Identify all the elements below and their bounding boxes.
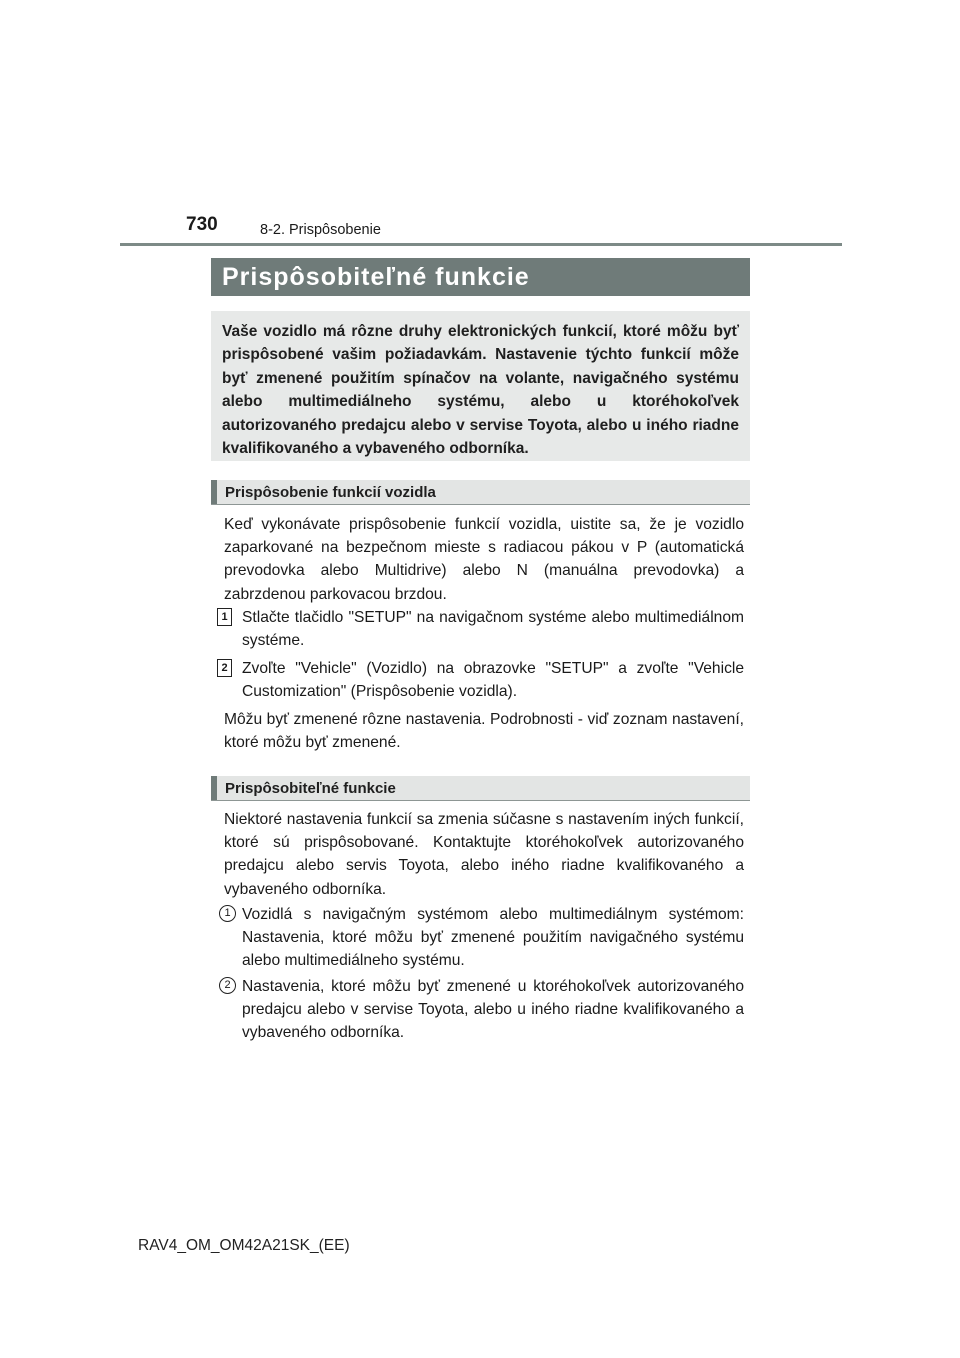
step-1 [221,606,744,652]
intro-box [211,311,750,461]
list-item-1 [224,903,744,973]
step-text: Zvoľte "Vehicle" (Vozidlo) na obrazovke "SETUP" a zvoľte "Vehicle Customization" (Prispôsobenie vozidla). [242,660,744,701]
section-heading-underline [211,800,750,801]
section1-note: Môžu byť zmenené rôzne nastavenia. Podrobnosti - viď zoznam nastavení, ktoré môžu byť zmenené. [224,711,744,752]
section2-paragraph: Niektoré nastavenia funkcií sa zmenia súčasne s nastavením iných funkcií, ktoré sú prispôsobované. Kontaktujte ktoréhokoľvek autorizovaného predajcu alebo servis Toyota, alebo iného riadne kvalifikovaného a vybaveného odborníka. [224,811,744,898]
list-item-text: Vozidlá s navigačným systémom alebo multimediálnym systémom: Nastavenia, ktoré môžu byť zmenené použitím navigačného systému alebo multimediálneho systému. [242,906,744,970]
page-number: 730 [186,214,218,235]
section-heading-customizable-features: Prispôsobiteľné funkcie [211,776,750,801]
header-divider [120,243,842,246]
step-number-box: 1 [217,608,232,626]
intro-text: Vaše vozidlo má rôzne druhy elektronických funkcií, ktoré môžu byť prispôsobené vašim požiadavkám. Nastavenie týchto funkcií môže byť zmenené použitím spínačov na volante, navigačného systému alebo multimediálneho systému, alebo u ktoréhokoľvek autorizovaného predajcu alebo v servise Toyota, alebo u iného riadne kvalifikovaného a vybaveného odborníka. [222,323,739,458]
document-code-footer: RAV4_OM_OM42A21SK_(EE) [138,1237,350,1254]
section-heading-underline [211,504,750,505]
step-number-box: 2 [217,659,232,677]
step-2 [221,657,744,703]
section-reference: 8-2. Prispôsobenie [260,222,381,238]
page-title: Prispôsobiteľné funkcie [211,258,750,296]
section-heading-vehicle-customization: Prispôsobenie funkcií vozidla [211,480,750,505]
circled-number: 2 [219,977,236,994]
section1-paragraph: Keď vykonávate prispôsobenie funkcií vozidla, uistite sa, že je vozidlo zaparkované na bezpečnom mieste s radiacou pákou v P (automatická prevodovka alebo Multidrive) alebo N (manuálna prevodovka) a zabrzdenou parkovacou brzdou. [224,516,744,603]
list-item-2 [224,975,744,1045]
circled-number: 1 [219,905,236,922]
step-text: Stlačte tlačidlo "SETUP" na navigačnom systéme alebo multimediálnom systéme. [242,609,744,650]
list-item-text: Nastavenia, ktoré môžu byť zmenené u ktoréhokoľvek autorizovaného predajcu alebo v servise Toyota, alebo u iného riadne kvalifikovaného a vybaveného odborníka. [242,978,744,1042]
